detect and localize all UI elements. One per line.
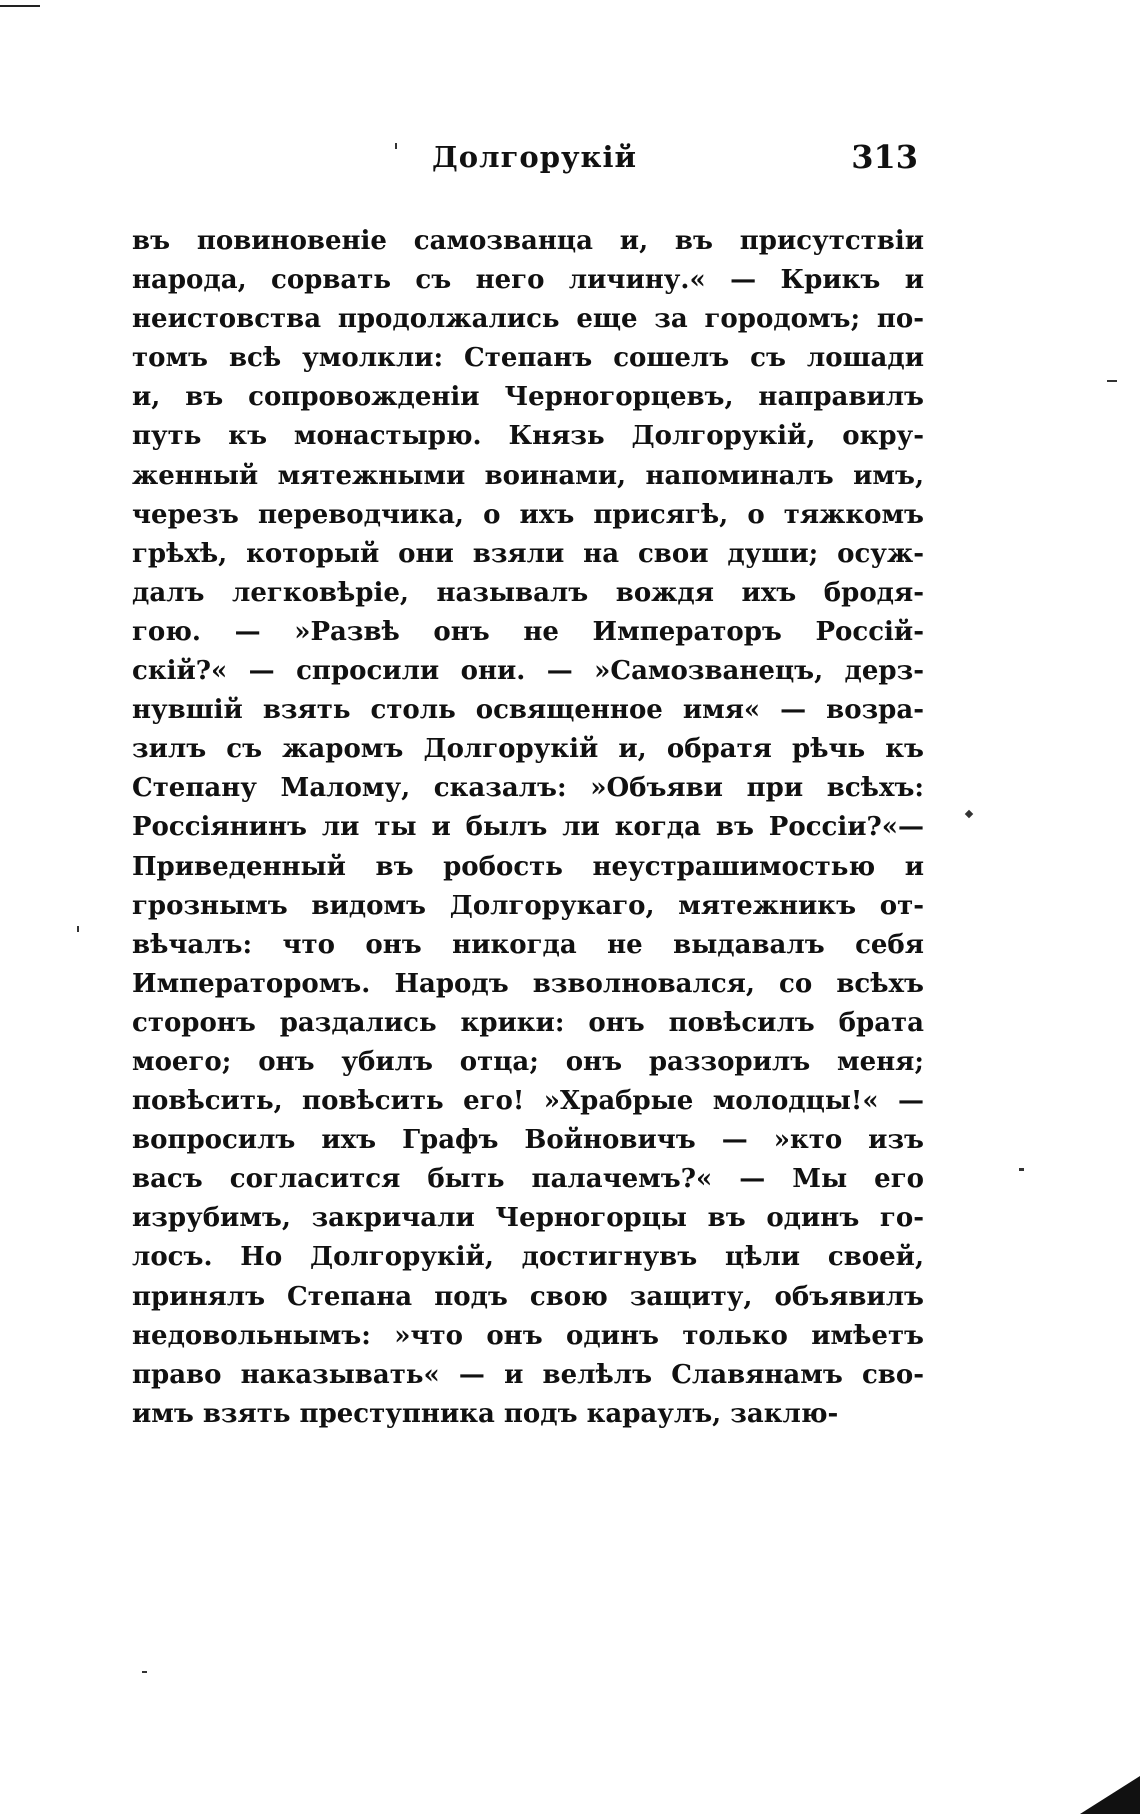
text-line: моего; онъ убилъ отца; онъ раззорилъ меня; [132,1046,924,1077]
text-line: путь къ монастырю. Князь Долгорукій, окру- [132,421,924,452]
text-line: скій?« — спросили они. — »Самозванецъ, дерз- [132,656,924,687]
text-line: Императоромъ. Народъ взволновался, со всѣхъ [132,968,924,999]
text-line: въ повиновеніе самозванца и, въ присутствіи [132,226,924,256]
page-header [132,140,922,190]
scan-speck [965,810,973,818]
text-line: имъ взять преступника подъ караулъ, заклю- [132,1398,839,1429]
text-line: Степану Малому, сказалъ: »Объяви при всѣхъ: [132,773,924,804]
text-line: гою. — »Развѣ онъ не Императоръ Россій- [132,616,924,647]
running-title: Долгорукій [432,140,637,174]
text-line: черезъ переводчика, о ихъ присягѣ, о тяжкомъ [132,499,924,530]
scan-corner-shadow [1080,1776,1140,1814]
scan-speck [1019,1168,1024,1171]
text-line: вѣчалъ: что онъ никогда не выдавалъ себя [132,929,924,960]
text-line: народа, сорвать съ него личину.« — Крикъ и [132,265,924,296]
text-line: неистовства продолжались еще за городомъ; по- [132,304,924,335]
text-line: право наказывать« — и велѣлъ Славянамъ сво- [132,1359,924,1390]
text-line: вопросилъ ихъ Графъ Войновичъ — »кто изъ [132,1125,924,1156]
text-line: томъ всѣ умолкли: Степанъ сошелъ съ лошади [132,343,924,374]
scan-speck [77,926,79,932]
text-line: принялъ Степана подъ свою защиту, объявилъ [132,1281,924,1312]
text-line: васъ согласится быть палачемъ?« — Мы его [132,1164,924,1195]
text-line: Россіянинъ ли ты и былъ ли когда въ Россіи?«— [132,812,924,843]
text-line: повѣсить, повѣсить его! »Храбрые молодцы!« — [132,1086,924,1117]
scan-edge-mark [0,5,40,7]
page-number: 313 [851,138,918,176]
text-line: изрубимъ, закричали Черногорцы въ одинъ го- [132,1203,924,1234]
scan-speck [142,1671,147,1673]
text-line: и, въ сопровожденіи Черногорцевъ, направилъ [132,382,924,413]
text-line: женный мятежными воинами, напоминалъ имъ, [132,460,924,491]
text-line: грѣхѣ, который они взяли на свои души; осуж- [132,538,924,569]
body-text [132,222,924,1434]
text-line: недовольнымъ: »что онъ одинъ только имѣетъ [132,1320,924,1351]
text-line: грознымъ видомъ Долгорукаго, мятежникъ от- [132,890,924,921]
text-line: нувшій взять столь освященное имя« — возра- [132,695,924,726]
scan-speck [1107,380,1117,382]
text-line: далъ легковѣріе, называлъ вождя ихъ бродя- [132,577,924,608]
text-line: зилъ съ жаромъ Долгорукій и, обратя рѣчь къ [132,734,924,765]
text-line: лосъ. Но Долгорукій, достигнувъ цѣли своей, [132,1242,924,1273]
scan-speck [395,143,397,149]
text-line: сторонъ раздались крики: онъ повѣсилъ брата [132,1007,924,1038]
text-line: Приведенный въ робость неустрашимостью и [132,851,924,882]
